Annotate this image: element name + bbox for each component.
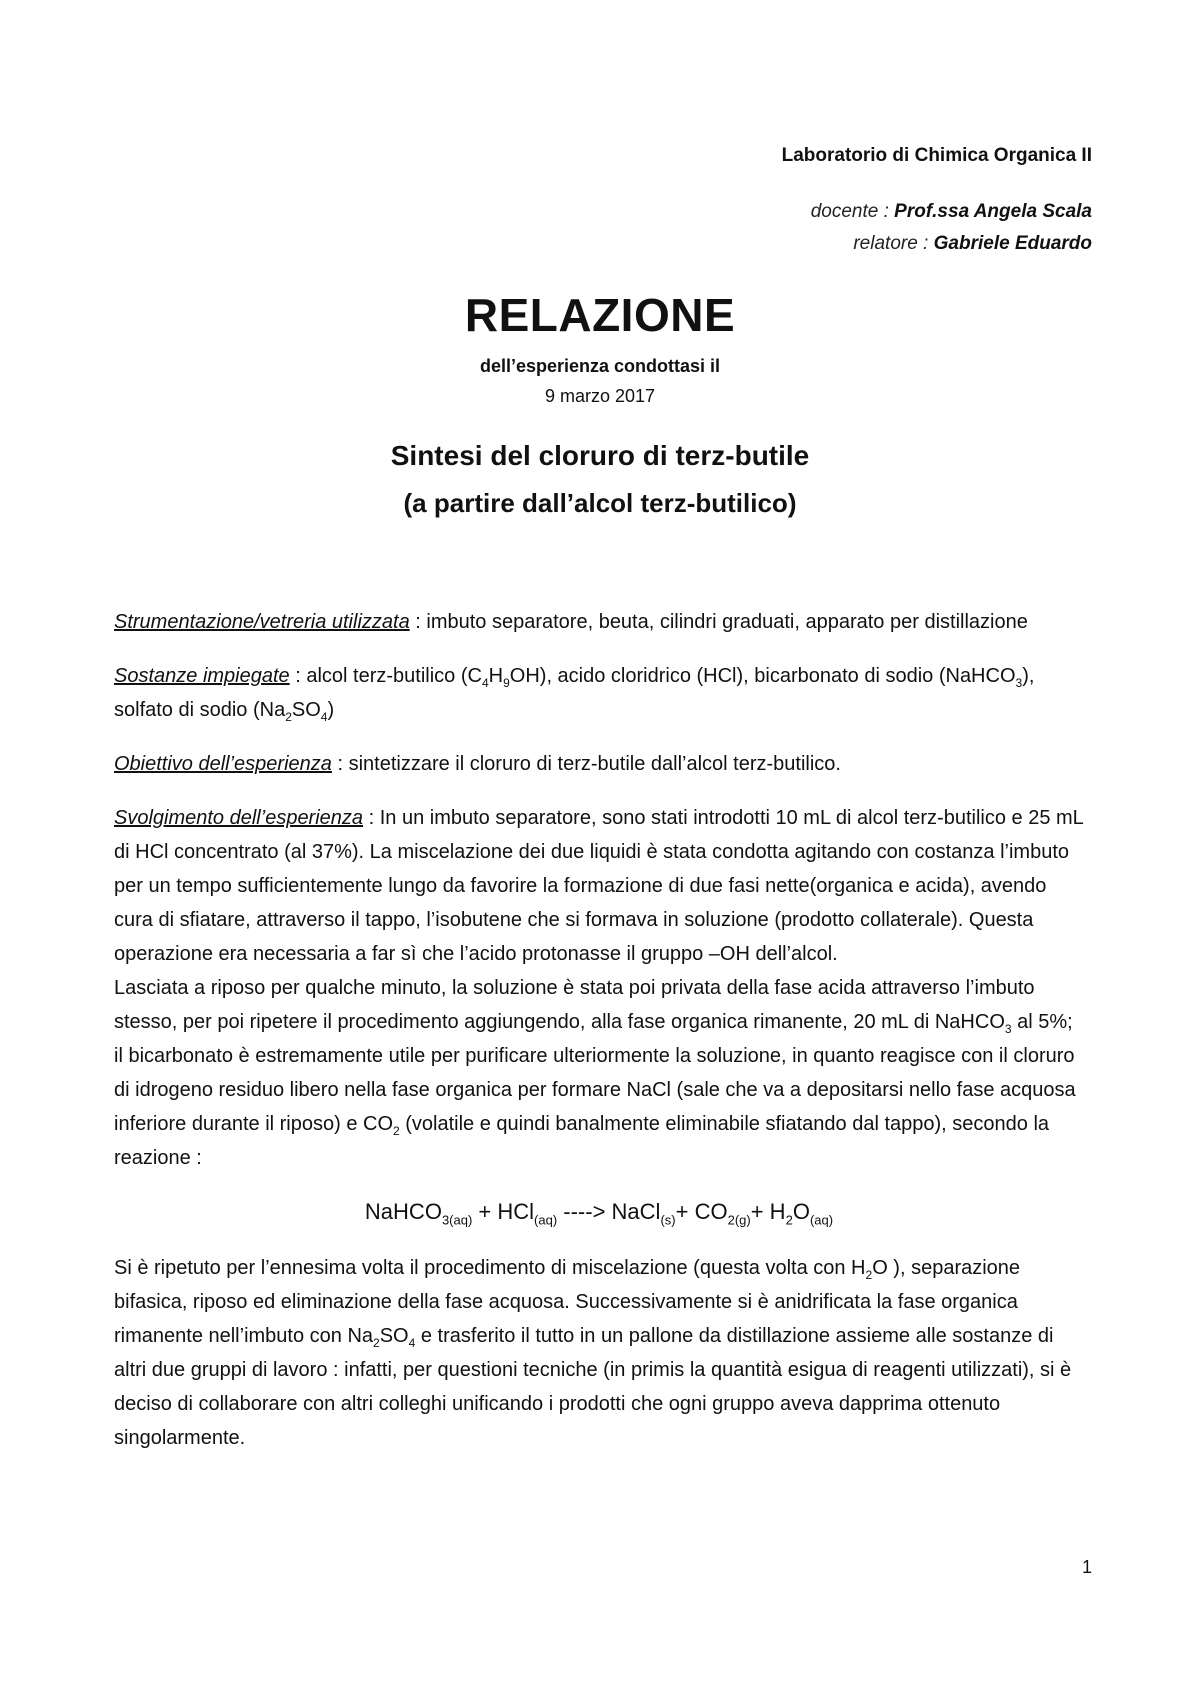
page-number: 1 — [1081, 1557, 1092, 1577]
section-text: imbuto separatore, beuta, cilindri graduati, apparato per distillazione — [426, 611, 1028, 633]
subscript: 2 — [285, 710, 292, 724]
section-label: Strumentazione/vetreria utilizzata — [114, 611, 410, 633]
docente-line — [811, 196, 1092, 228]
subscript: (aq) — [809, 1212, 834, 1228]
section-label: Sostanze impiegate — [114, 665, 290, 687]
section-separator: : — [289, 665, 307, 687]
equation-term: + HCl — [472, 1199, 535, 1224]
subscript: 2(g) — [727, 1212, 751, 1228]
section-text: In un imbuto separatore, sono stati introdotti 10 mL di alcol terz-butilico e 25 mL di HCl concentrato (al 37%). La miscelazione dei due liquidi è stata condotta agitando con costanza l’imbuto per un tempo sufficientemente lungo da favorire la formazione di due fasi nette(organica e acida), avendo cura di sfiatare, attraverso il tappo, l’isobutene che si formava in soluzione (prodotto collaterale). Questa operazione era necessaria a far sì che l’acido protonasse il gruppo –OH dell’alcol. — [114, 807, 1084, 965]
subscript: 2 — [393, 1124, 400, 1138]
section-text: O ), separazione bifasica, riposo ed eliminazione della fase acquosa. Successivamente si è anidrificata la fase organica rimanente nell’imbuto con Na — [114, 1257, 1021, 1347]
section-text: alcol terz-butilico (C — [306, 665, 482, 687]
subscript: (s) — [660, 1212, 676, 1228]
section-sostanze — [114, 659, 1084, 727]
subscript: 2 — [865, 1268, 873, 1282]
report-subtitle: dell’esperienza condottasi il — [479, 356, 721, 376]
section-separator: : — [363, 807, 380, 829]
lab-course-header: Laboratorio di Chimica Organica II — [781, 145, 1092, 166]
subscript: 9 — [503, 676, 510, 690]
subscript: 4 — [481, 676, 489, 690]
subscript: 2 — [373, 1336, 380, 1350]
section-text: al 5%; il bicarbonato è estremamente utile per purificare ulteriormente la soluzione, in quanto reagisce con il cloruro di idrogeno residuo libero nella fase organica per formare NaCl (sale che va a depositarsi nello fase acquosa inferiore durante il riposo) e CO — [114, 1011, 1076, 1135]
equation-term: ----> NaCl — [557, 1199, 661, 1224]
section-label: Obiettivo dell’esperienza — [114, 753, 332, 775]
equation-term: O — [792, 1199, 810, 1224]
subscript: 3 — [1004, 1022, 1012, 1036]
equation-term: + H — [750, 1199, 786, 1224]
report-date: 9 marzo 2017 — [544, 386, 656, 406]
section-text: H — [488, 665, 504, 687]
equation-term: NaHCO — [364, 1199, 442, 1224]
section-text: ), solfato di sodio (Na — [114, 665, 1035, 721]
section-text: Si è ripetuto per l’ennesima volta il procedimento di miscelazione (questa volta con H — [114, 1257, 866, 1279]
subscript: 3(aq) — [441, 1212, 473, 1228]
subscript: 4 — [408, 1336, 416, 1350]
reaction-equation — [114, 1195, 1084, 1229]
subscript: 2 — [785, 1212, 793, 1228]
section-text: sintetizzare il cloruro di terz-butile dall’alcol terz-butilico. — [348, 753, 841, 775]
section-text: SO — [379, 1325, 409, 1347]
relatore-name: Gabriele Eduardo — [933, 233, 1092, 254]
section-separator: : — [409, 611, 427, 633]
subscript: (aq) — [534, 1212, 558, 1228]
synthesis-title: Sintesi del cloruro di terz-butile — [390, 440, 810, 471]
equation-term: + CO — [675, 1199, 728, 1224]
section-text: OH), acido cloridrico (HCl), bicarbonato di sodio (NaHCO — [509, 665, 1016, 687]
section-label: Svolgimento dell’esperienza — [114, 807, 364, 829]
subscript: 3 — [1015, 676, 1023, 690]
docente-label: docente : — [810, 201, 889, 222]
section-text: Lasciata a riposo per qualche minuto, la soluzione è stata poi privata della fase acida attraverso l’imbuto stesso, per poi ripetere il procedimento aggiungendo, alla fase organica rimanente, 20 mL di NaHCO — [114, 977, 1035, 1033]
docente-name: Prof.ssa Angela Scala — [894, 201, 1092, 222]
report-title: RELAZIONE — [464, 289, 736, 341]
staff-block — [811, 196, 1092, 260]
svolgimento-paragraph-2 — [114, 971, 1084, 1175]
synthesis-subtitle: (a partire dall’alcol terz-butilico) — [403, 488, 797, 518]
final-paragraph — [114, 1251, 1084, 1455]
section-separator: : — [331, 753, 349, 775]
section-text: (volatile e quindi banalmente eliminabile sfiatando dal tappo), secondo la reazione : — [114, 1113, 1050, 1169]
relatore-line — [811, 228, 1092, 260]
section-text: ) — [327, 699, 335, 721]
section-text: e trasferito il tutto in un pallone da distillazione assieme alle sostanze di altri due gruppi di lavoro : infatti, per questioni tecniche (in primis la quantità esigua di reagenti utilizzati), si è deciso di collaborare con altri colleghi unificando i prodotti che ogni gruppo aveva dapprima ottenuto singolarmente. — [114, 1325, 1072, 1449]
section-strumentazione — [114, 605, 1084, 639]
relatore-label: relatore : — [853, 233, 929, 254]
report-body — [114, 605, 1084, 1475]
section-obiettivo — [114, 747, 1084, 781]
section-svolgimento — [114, 801, 1084, 971]
subscript: 4 — [320, 710, 328, 724]
section-text: SO — [291, 699, 321, 721]
